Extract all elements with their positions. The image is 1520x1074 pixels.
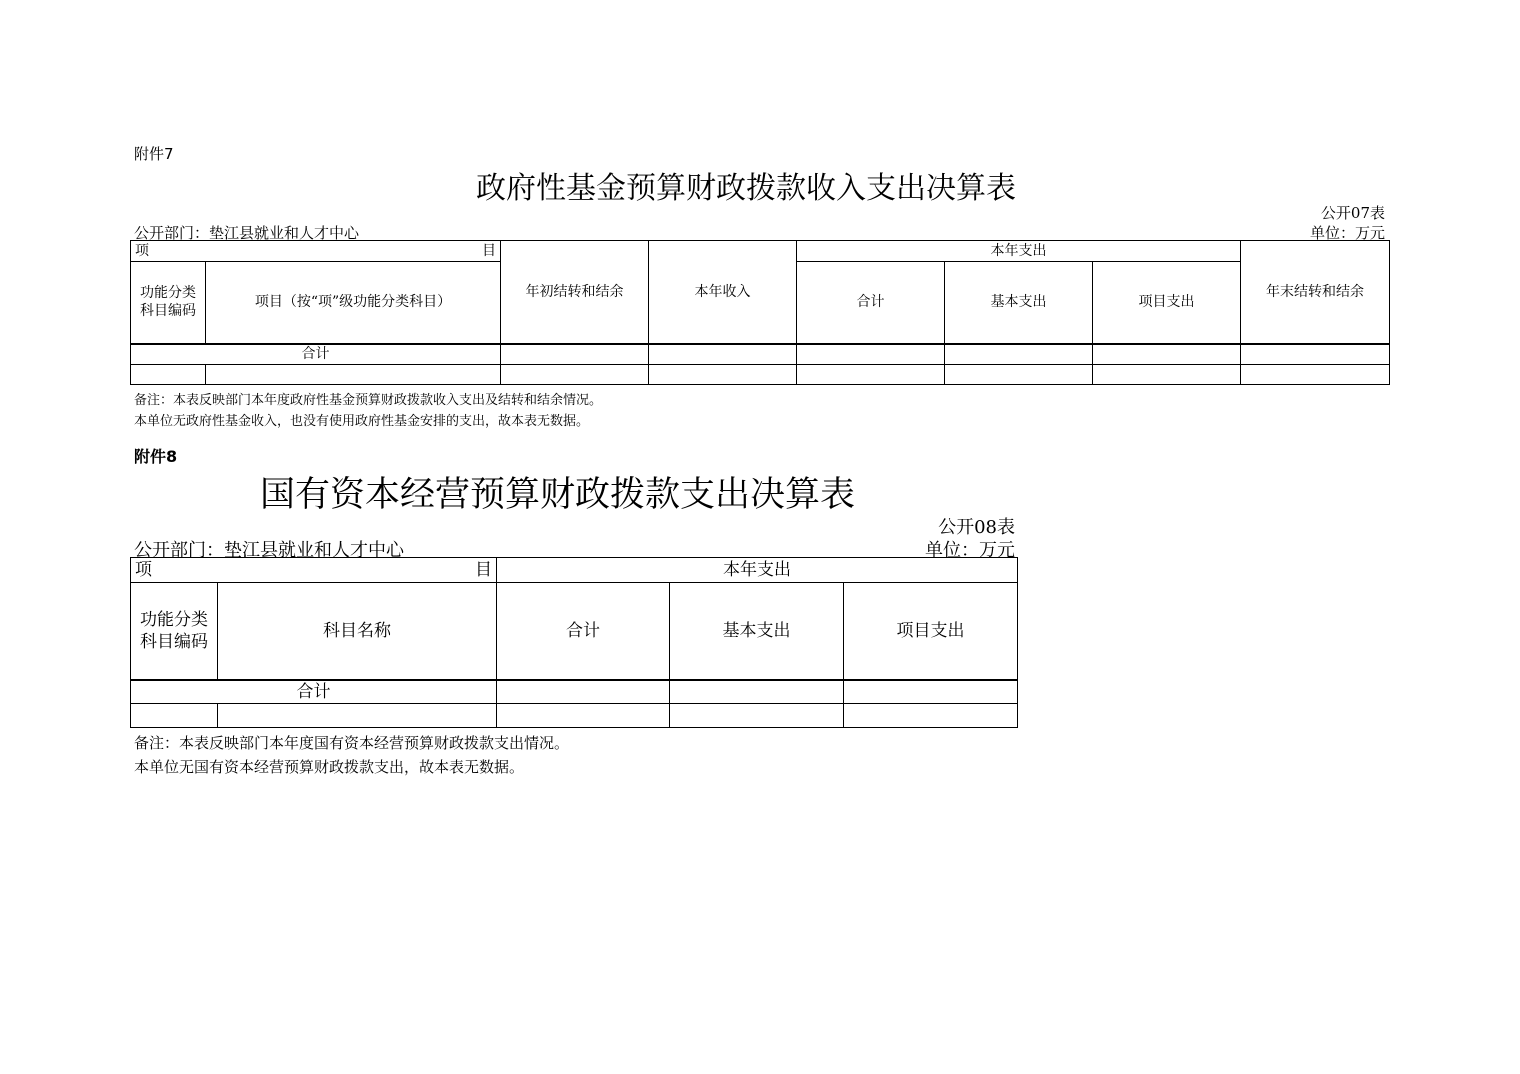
attachment-label-8: 附件8 — [134, 447, 178, 466]
header-total: 合计 — [797, 262, 945, 344]
table-row — [131, 704, 1018, 728]
total-cell — [670, 680, 844, 704]
department-label-2: 公开部门：垫江县就业和人才中心 — [134, 540, 404, 561]
total-cell — [945, 344, 1093, 365]
attachment-label-7: 附件7 — [134, 145, 174, 163]
header-item — [131, 558, 497, 583]
total-cell — [797, 344, 945, 365]
header-item-right: 目 — [475, 560, 492, 580]
total-row-label: 合计 — [131, 680, 497, 704]
table-code-2: 公开08表 — [938, 517, 1015, 538]
page-title-1: 政府性基金预算财政拨款收入支出决算表 — [476, 171, 1016, 206]
note-2b: 本单位无国有资本经营预算财政拨款支出，故本表无数据。 — [134, 758, 525, 776]
total-cell — [649, 344, 797, 365]
header-income: 本年收入 — [649, 241, 797, 344]
header-project: 项目支出 — [844, 583, 1018, 680]
header-code: 功能分类科目编码 — [131, 583, 218, 680]
header-item-left: 项 — [135, 560, 152, 580]
table-code-1: 公开07表 — [1320, 204, 1385, 222]
header-basic: 基本支出 — [670, 583, 844, 680]
note-2a: 备注：本表反映部门本年度国有资本经营预算财政拨款支出情况。 — [134, 734, 570, 752]
total-cell — [497, 680, 670, 704]
total-cell — [844, 680, 1018, 704]
fund-budget-table — [130, 240, 1390, 385]
header-name: 科目名称 — [218, 583, 497, 680]
note-1b: 本单位无政府性基金收入，也没有使用政府性基金安排的支出，故本表无数据。 — [134, 414, 590, 429]
total-cell — [1241, 344, 1390, 365]
header-item — [131, 241, 501, 262]
header-basic: 基本支出 — [945, 262, 1093, 344]
header-name: 项目（按“项”级功能分类科目） — [206, 262, 501, 344]
header-total: 合计 — [497, 583, 670, 680]
table-row — [131, 365, 1390, 385]
page-title-2: 国有资本经营预算财政拨款支出决算表 — [260, 475, 856, 515]
unit-label-1: 单位：万元 — [1309, 224, 1385, 242]
header-item-right: 目 — [482, 243, 496, 259]
header-item-left: 项 — [135, 243, 149, 259]
total-row-label: 合计 — [131, 344, 501, 365]
total-cell — [501, 344, 649, 365]
header-project: 项目支出 — [1093, 262, 1241, 344]
header-beginning-balance: 年初结转和结余 — [501, 241, 649, 344]
header-expense-group: 本年支出 — [797, 241, 1241, 262]
header-expense-group: 本年支出 — [497, 558, 1018, 583]
header-ending-balance: 年末结转和结余 — [1241, 241, 1390, 344]
total-cell — [1093, 344, 1241, 365]
state-capital-table — [130, 557, 1018, 728]
note-1a: 备注：本表反映部门本年度政府性基金预算财政拨款收入支出及结转和结余情况。 — [134, 393, 603, 408]
department-label-1: 公开部门：垫江县就业和人才中心 — [134, 224, 360, 242]
header-code: 功能分类科目编码 — [131, 262, 206, 344]
unit-label-2: 单位：万元 — [925, 540, 1015, 561]
